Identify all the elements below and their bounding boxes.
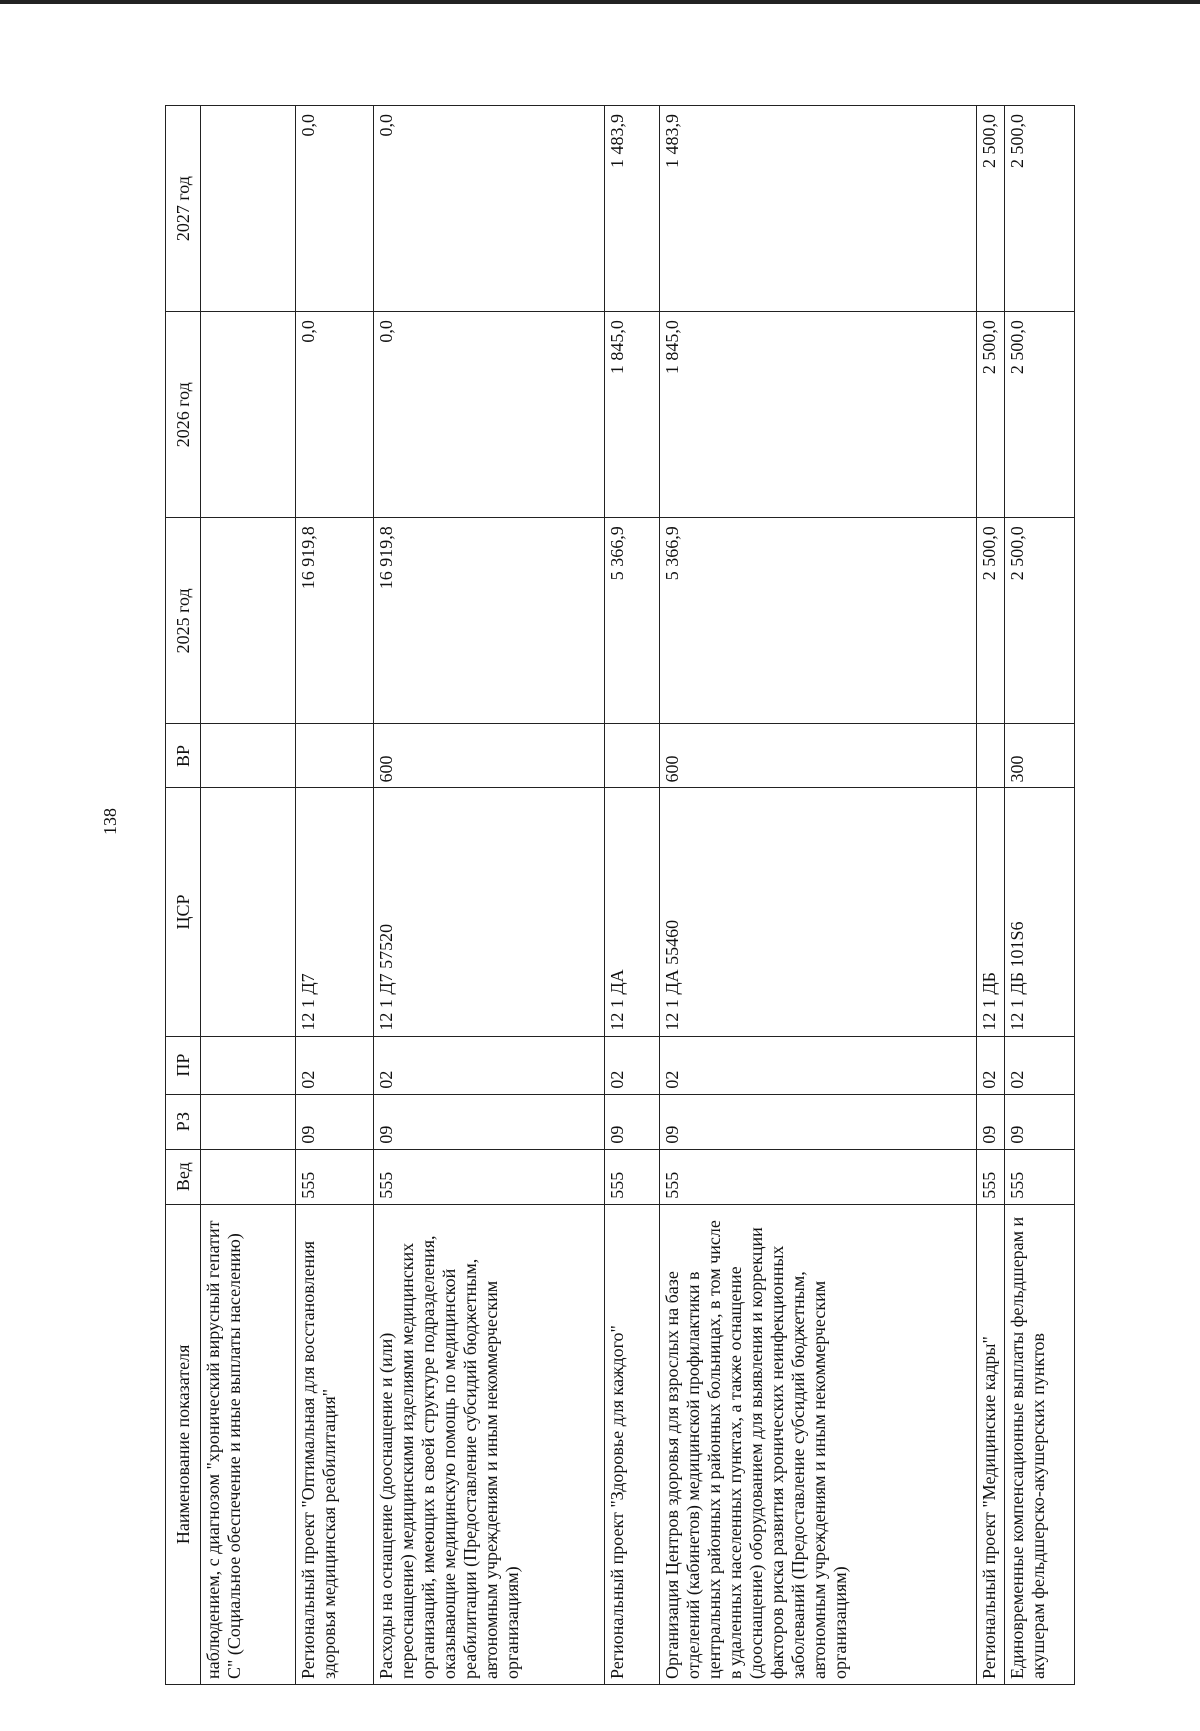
cell-2026 xyxy=(201,312,296,518)
cell-2027: 1 483,9 xyxy=(605,106,660,312)
cell-csr: 12 1 Д7 xyxy=(295,788,373,1036)
cell-2025: 16 919,8 xyxy=(295,518,373,724)
budget-table xyxy=(165,105,1075,1685)
cell-rz: 09 xyxy=(605,1094,660,1149)
cell-csr: 12 1 Д7 57520 xyxy=(373,788,605,1036)
cell-2026: 2 500,0 xyxy=(977,312,1005,518)
cell-2027 xyxy=(201,106,296,312)
cell-csr: 12 1 ДБ xyxy=(977,788,1005,1036)
header-name: Наименование показателя xyxy=(166,1204,201,1684)
cell-pr: 02 xyxy=(373,1036,605,1094)
cell-2027: 1 483,9 xyxy=(660,106,977,312)
table-row xyxy=(977,106,1005,1685)
cell-vr xyxy=(977,724,1005,788)
cell-pr xyxy=(201,1036,296,1094)
cell-vr: 300 xyxy=(1005,724,1075,788)
cell-name: Расходы на оснащение (дооснащение и (или) переоснащение) медицинскими изделиями медицинских организаций, имеющих в своей структуре подразделения, оказывающие медицинскую помощь по медицинской реабилитации (Предоставление субсидий бюджетным, автономным учреждениям и иным некоммерческим организациям) xyxy=(373,1204,605,1684)
cell-name: Региональный проект "Медицинские кадры" xyxy=(977,1204,1005,1684)
cell-pr: 02 xyxy=(977,1036,1005,1094)
cell-csr: 12 1 ДА xyxy=(605,788,660,1036)
cell-2026: 1 845,0 xyxy=(660,312,977,518)
cell-vr: 600 xyxy=(660,724,977,788)
table-row xyxy=(295,106,373,1685)
budget-table-sheet xyxy=(165,105,1075,1685)
cell-2027: 2 500,0 xyxy=(1005,106,1075,312)
top-border-line xyxy=(0,0,1200,4)
cell-pr: 02 xyxy=(605,1036,660,1094)
cell-2026: 0,0 xyxy=(373,312,605,518)
cell-name: наблюдением, с диагнозом "хронический вирусный гепатит С" (Социальное обеспечение и иные выплаты населению) xyxy=(201,1204,296,1684)
header-pr: ПР xyxy=(166,1036,201,1094)
cell-rz: 09 xyxy=(1005,1094,1075,1149)
cell-2026: 1 845,0 xyxy=(605,312,660,518)
cell-2026: 0,0 xyxy=(295,312,373,518)
cell-name: Единовременные компенсационные выплаты фельдшерам и акушерам фельдшерско-акушерских пунктов xyxy=(1005,1204,1075,1684)
cell-2025: 5 366,9 xyxy=(660,518,977,724)
cell-csr xyxy=(201,788,296,1036)
cell-ved: 555 xyxy=(977,1149,1005,1204)
cell-ved: 555 xyxy=(660,1149,977,1204)
cell-pr: 02 xyxy=(660,1036,977,1094)
table-row xyxy=(373,106,605,1685)
table-header-row xyxy=(166,106,201,1685)
cell-vr: 600 xyxy=(373,724,605,788)
cell-pr: 02 xyxy=(295,1036,373,1094)
table-row xyxy=(660,106,977,1685)
cell-name: Региональный проект "Оптимальная для восстановления здоровья медицинская реабилитация" xyxy=(295,1204,373,1684)
cell-2027: 0,0 xyxy=(295,106,373,312)
cell-vr xyxy=(201,724,296,788)
cell-pr: 02 xyxy=(1005,1036,1075,1094)
header-2026: 2026 год xyxy=(166,312,201,518)
cell-csr: 12 1 ДБ 101S6 xyxy=(1005,788,1075,1036)
cell-ved xyxy=(201,1149,296,1204)
cell-2027: 2 500,0 xyxy=(977,106,1005,312)
cell-ved: 555 xyxy=(295,1149,373,1204)
page-number: 138 xyxy=(100,808,120,835)
cell-rz: 09 xyxy=(977,1094,1005,1149)
cell-vr xyxy=(605,724,660,788)
cell-2025: 2 500,0 xyxy=(977,518,1005,724)
cell-name: Организация Центров здоровья для взрослых на базе отделений (кабинетов) медицинской профилактики в центральных районных и районных больницах, в том числе в удаленных населенных пунктах, а также оснащение (дооснащение) оборудованием для выявления и коррекции факторов риска развития хронических неинфекционных заболеваний (Предоставление субсидий бюджетным, автономным учреждениям и иным некоммерческим организациям) xyxy=(660,1204,977,1684)
cell-2027: 0,0 xyxy=(373,106,605,312)
cell-2026: 2 500,0 xyxy=(1005,312,1075,518)
cell-rz: 09 xyxy=(295,1094,373,1149)
header-ved: Вед xyxy=(166,1149,201,1204)
cell-rz xyxy=(201,1094,296,1149)
table-row xyxy=(201,106,296,1685)
cell-rz: 09 xyxy=(660,1094,977,1149)
cell-ved: 555 xyxy=(605,1149,660,1204)
header-rz: РЗ xyxy=(166,1094,201,1149)
cell-rz: 09 xyxy=(373,1094,605,1149)
header-vr: ВР xyxy=(166,724,201,788)
table-row xyxy=(1005,106,1075,1685)
header-csr: ЦСР xyxy=(166,788,201,1036)
cell-2025: 16 919,8 xyxy=(373,518,605,724)
cell-2025: 2 500,0 xyxy=(1005,518,1075,724)
header-2027: 2027 год xyxy=(166,106,201,312)
cell-vr xyxy=(295,724,373,788)
cell-ved: 555 xyxy=(1005,1149,1075,1204)
cell-csr: 12 1 ДА 55460 xyxy=(660,788,977,1036)
cell-ved: 555 xyxy=(373,1149,605,1204)
cell-2025: 5 366,9 xyxy=(605,518,660,724)
cell-2025 xyxy=(201,518,296,724)
header-2025: 2025 год xyxy=(166,518,201,724)
table-row xyxy=(605,106,660,1685)
cell-name: Региональный проект "Здоровье для каждого" xyxy=(605,1204,660,1684)
